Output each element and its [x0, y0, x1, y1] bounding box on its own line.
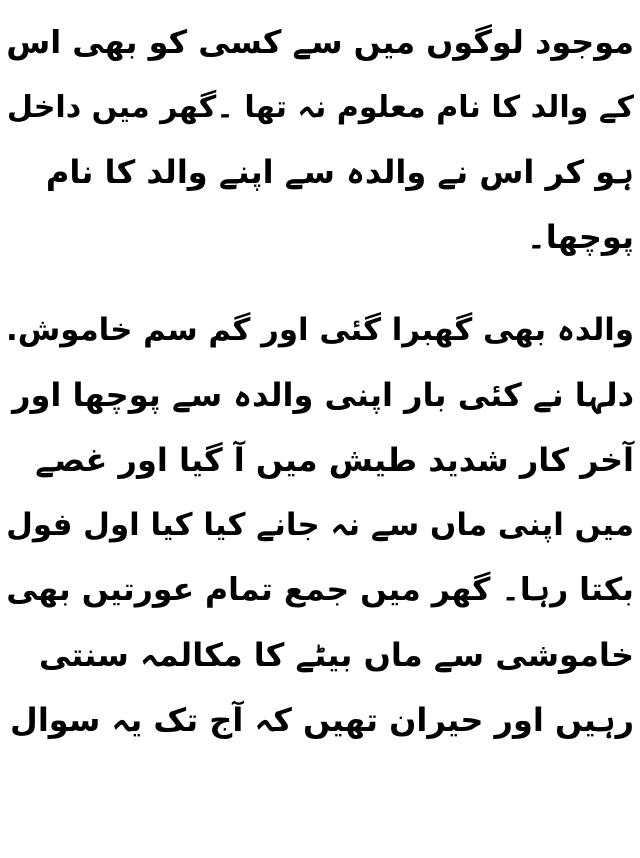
paragraph-line: خاموشی سے ماں بیٹے کا مکالمہ سنتی: [38, 636, 634, 674]
paragraph-line: کے والد کا نام معلوم نہ تھا ۔گھر میں داخل: [6, 90, 634, 125]
paragraph-line: پوچھا۔: [526, 218, 634, 256]
paragraph-line: رہیں اور حیران تھیں کہ آج تک یہ سوال: [10, 701, 634, 739]
paragraph-line: میں اپنی ماں سے نہ جانے کیا کیا اول فول: [6, 507, 634, 543]
paragraph-line: دلہا نے کئی بار اپنی والدہ سے پوچھا اور: [12, 376, 634, 414]
paragraph-line: والدہ بھی گھبرا گئی اور گم سم خاموش.: [6, 312, 634, 348]
paragraph-line: بکتا رہا۔ گھر میں جمع تمام عورتیں بھی: [6, 572, 634, 608]
paragraph-line: ہو کر اس نے والدہ سے اپنے والد کا نام: [45, 153, 634, 191]
paragraph-line: موجود لوگوں میں سے کسی کو بھی اس: [6, 23, 634, 61]
article-paragraph-1: [6, 10, 634, 270]
article-paragraph-2: [6, 298, 634, 753]
paragraph-line: آخر کار شدید طیش میں آ گیا اور غصے: [35, 441, 634, 479]
